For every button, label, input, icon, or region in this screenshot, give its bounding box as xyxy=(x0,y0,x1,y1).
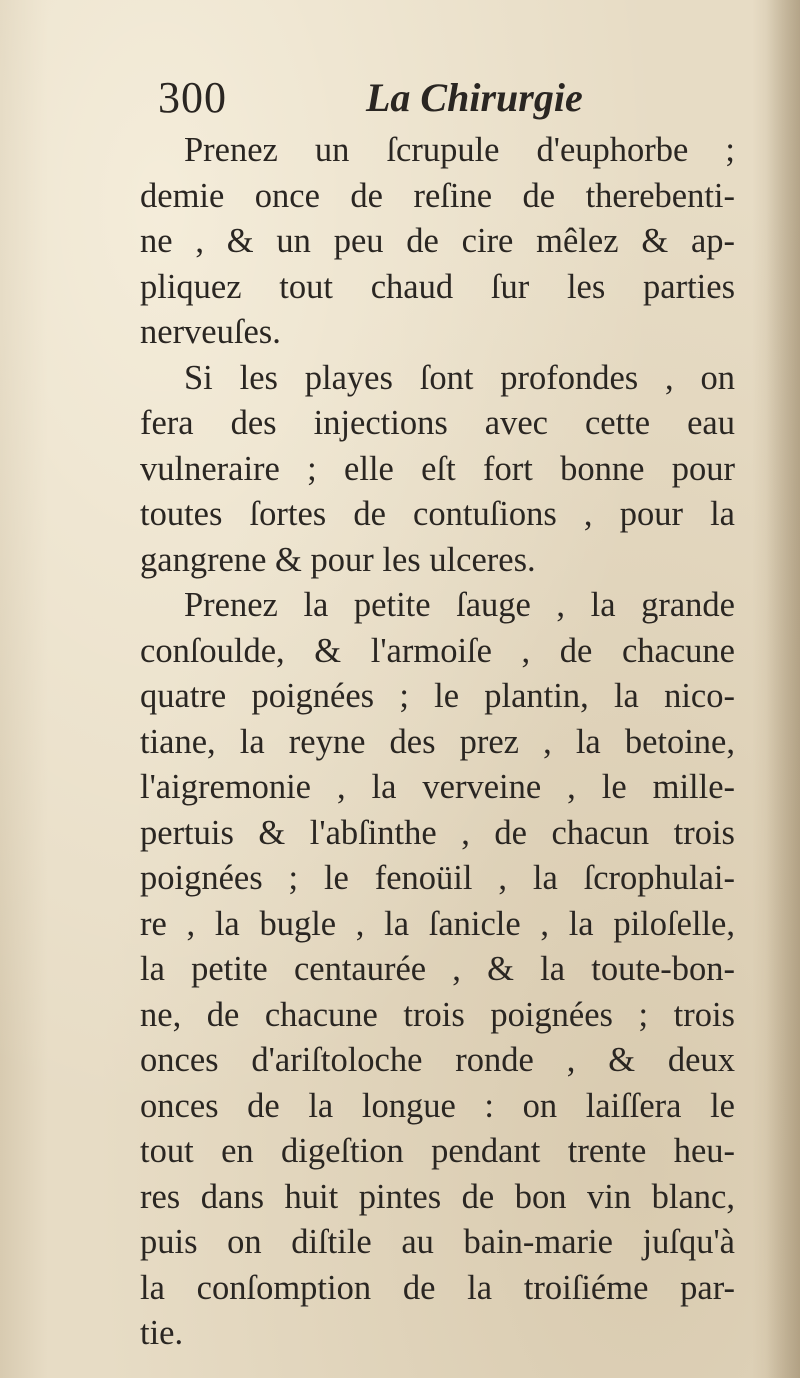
body-text xyxy=(140,128,735,1357)
text-line: nerveuſes. xyxy=(140,313,281,351)
text-line: puis on diſtile au bain-marie juſqu'à xyxy=(140,1223,735,1261)
text-line: re , la bugle , la ſanicle , la piloſelle, xyxy=(140,904,735,943)
text-line: Prenez un ſcrupule d'euphorbe ; xyxy=(184,131,735,169)
running-title: La Chirurgie xyxy=(366,75,583,120)
text-line: demie once de reſine de therebenti- xyxy=(140,176,735,215)
text-line: la petite centaurée , & la toute-bon- xyxy=(140,950,735,988)
text-line: pertuis & l'abſinthe , de chacun trois xyxy=(140,813,735,852)
text-line: la conſomption de la troiſiéme par- xyxy=(140,1268,735,1307)
text-line: tout en digeſtion pendant trente heu- xyxy=(140,1132,735,1170)
text-line: toutes ſortes de contuſions , pour la xyxy=(140,495,735,533)
text-line: gangrene & pour les ulceres. xyxy=(140,540,536,579)
text-line: res dans huit pintes de bon vin blanc, xyxy=(140,1177,735,1216)
text-line: onces d'ariſtoloche ronde , & deux xyxy=(140,1041,735,1079)
text-line: fera des injections avec cette eau xyxy=(140,404,735,442)
text-line: Prenez la petite ſauge , la grande xyxy=(184,586,735,624)
text-line: pliquez tout chaud ſur les parties xyxy=(140,267,735,306)
text-line: poignées ; le fenoüil , la ſcrophulai- xyxy=(140,859,735,897)
page-header xyxy=(158,68,628,128)
page-edge-shadow xyxy=(766,0,800,1378)
page-number: 300 xyxy=(158,73,227,122)
text-line: tiane, la reyne des prez , la betoine, xyxy=(140,722,735,761)
text-line: Si les playes ſont profondes , on xyxy=(184,358,735,397)
text-line: tie. xyxy=(140,1314,184,1352)
text-line: l'aigremonie , la verveine , le mille- xyxy=(140,768,735,806)
text-line: onces de la longue : on laiſſera le xyxy=(140,1086,735,1125)
text-line: conſoulde, & l'armoiſe , de chacune xyxy=(140,631,735,670)
text-line: quatre poignées ; le plantin, la nico- xyxy=(140,677,735,715)
text-line: ne, de chacune trois poignées ; trois xyxy=(140,995,735,1034)
text-line: vulneraire ; elle eſt fort bonne pour xyxy=(140,449,735,488)
text-line: ne , & un peu de cire mêlez & ap- xyxy=(140,222,735,260)
